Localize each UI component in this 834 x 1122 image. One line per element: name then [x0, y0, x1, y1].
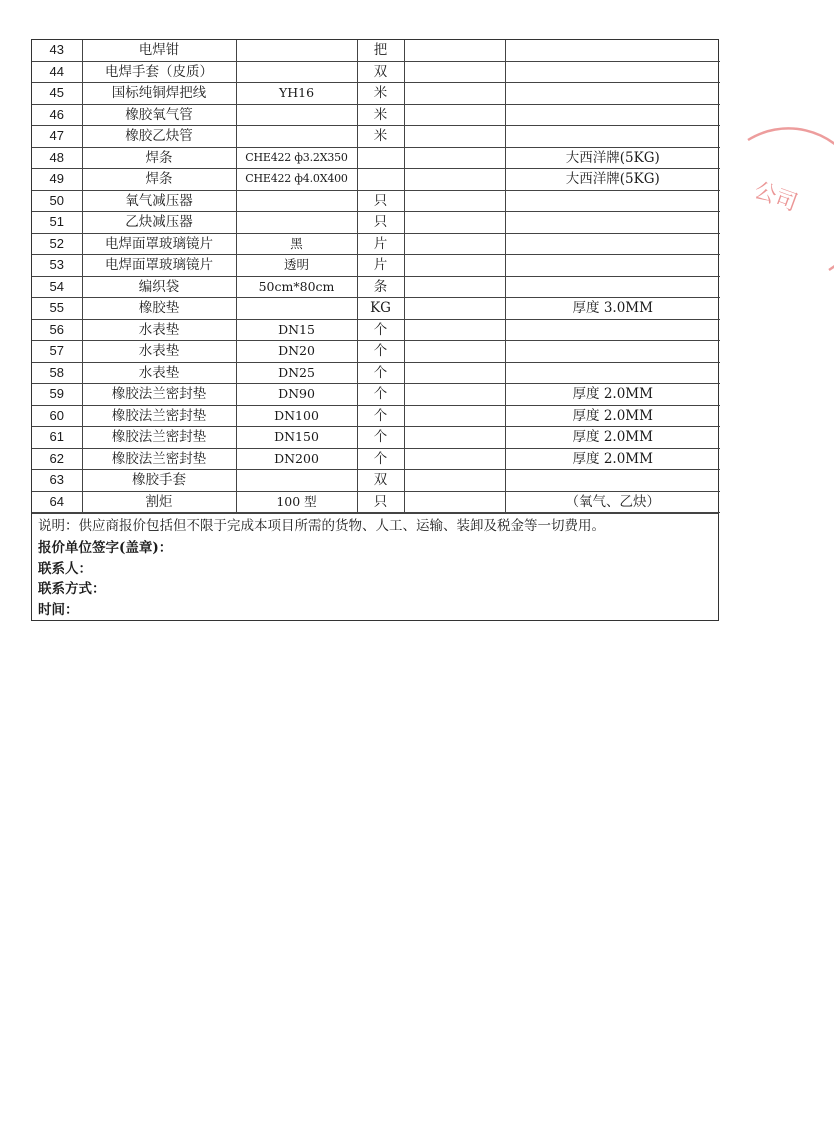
items-table	[32, 40, 720, 513]
table-row	[32, 83, 720, 105]
item-quantity	[404, 212, 505, 234]
table-row	[32, 61, 720, 83]
item-quantity	[404, 126, 505, 148]
item-name: 乙炔减压器	[82, 212, 236, 234]
row-number: 58	[32, 362, 82, 384]
item-name: 橡胶法兰密封垫	[82, 427, 236, 449]
item-remark	[505, 61, 720, 83]
row-number: 57	[32, 341, 82, 363]
item-remark	[505, 362, 720, 384]
row-number: 53	[32, 255, 82, 277]
item-spec: CHE422 ф3.2X350	[236, 147, 357, 169]
item-remark	[505, 255, 720, 277]
table-row	[32, 405, 720, 427]
item-remark	[505, 40, 720, 61]
item-remark: 厚度 2.0MM	[505, 427, 720, 449]
item-unit: 个	[357, 341, 404, 363]
row-number: 59	[32, 384, 82, 406]
item-quantity	[404, 341, 505, 363]
table-row	[32, 212, 720, 234]
item-unit: 个	[357, 384, 404, 406]
item-unit: 米	[357, 126, 404, 148]
item-spec: 50cm*80cm	[236, 276, 357, 298]
table-row	[32, 190, 720, 212]
item-quantity	[404, 470, 505, 492]
item-name: 电焊面罩玻璃镜片	[82, 255, 236, 277]
item-remark	[505, 83, 720, 105]
item-spec: YH16	[236, 83, 357, 105]
table-row	[32, 276, 720, 298]
contact-label: 联系人：	[38, 560, 92, 577]
item-unit: 个	[357, 448, 404, 470]
item-spec: DN90	[236, 384, 357, 406]
item-unit	[357, 147, 404, 169]
item-spec	[236, 126, 357, 148]
item-name: 水表垫	[82, 341, 236, 363]
item-remark	[505, 319, 720, 341]
table-row	[32, 104, 720, 126]
item-quantity	[404, 491, 505, 513]
item-quantity	[404, 276, 505, 298]
item-remark: 厚度 2.0MM	[505, 448, 720, 470]
item-unit: 把	[357, 40, 404, 61]
table-row	[32, 319, 720, 341]
item-spec: DN100	[236, 405, 357, 427]
item-spec: DN25	[236, 362, 357, 384]
item-unit: 个	[357, 405, 404, 427]
table-row	[32, 147, 720, 169]
item-quantity	[404, 319, 505, 341]
item-name: 水表垫	[82, 319, 236, 341]
row-number: 64	[32, 491, 82, 513]
row-number: 61	[32, 427, 82, 449]
footer-section	[32, 513, 718, 620]
company-seal-stamp	[744, 130, 834, 280]
item-remark	[505, 276, 720, 298]
item-quantity	[404, 169, 505, 191]
item-spec: DN200	[236, 448, 357, 470]
table-row	[32, 341, 720, 363]
item-quantity	[404, 104, 505, 126]
row-number: 50	[32, 190, 82, 212]
table-row	[32, 233, 720, 255]
table-row	[32, 169, 720, 191]
item-name: 电焊钳	[82, 40, 236, 61]
item-quantity	[404, 298, 505, 320]
item-quantity	[404, 83, 505, 105]
item-remark	[505, 104, 720, 126]
item-unit: 双	[357, 470, 404, 492]
row-number: 62	[32, 448, 82, 470]
item-remark: 厚度 3.0MM	[505, 298, 720, 320]
table-row	[32, 255, 720, 277]
item-name: 橡胶手套	[82, 470, 236, 492]
row-number: 56	[32, 319, 82, 341]
item-remark	[505, 126, 720, 148]
item-spec	[236, 104, 357, 126]
item-spec: 透明	[236, 255, 357, 277]
item-spec: CHE422 ф4.0X400	[236, 169, 357, 191]
table-row	[32, 427, 720, 449]
item-name: 编织袋	[82, 276, 236, 298]
item-quantity	[404, 384, 505, 406]
row-number: 60	[32, 405, 82, 427]
item-unit: 只	[357, 190, 404, 212]
row-number: 52	[32, 233, 82, 255]
item-name: 割炬	[82, 491, 236, 513]
item-name: 国标纯铜焊把线	[82, 83, 236, 105]
item-spec: DN20	[236, 341, 357, 363]
table-row	[32, 470, 720, 492]
item-name: 焊条	[82, 147, 236, 169]
item-remark	[505, 341, 720, 363]
row-number: 55	[32, 298, 82, 320]
item-spec	[236, 212, 357, 234]
stamp-label: 报价单位签字(盖章)：	[38, 540, 173, 556]
row-number: 63	[32, 470, 82, 492]
item-spec: DN15	[236, 319, 357, 341]
item-remark	[505, 190, 720, 212]
item-name: 橡胶法兰密封垫	[82, 448, 236, 470]
item-quantity	[404, 40, 505, 61]
table-row	[32, 298, 720, 320]
item-quantity	[404, 233, 505, 255]
item-spec: 黑	[236, 233, 357, 255]
table-row	[32, 126, 720, 148]
item-name: 橡胶氧气管	[82, 104, 236, 126]
items-table-body	[32, 40, 720, 513]
item-remark	[505, 233, 720, 255]
item-unit: 双	[357, 61, 404, 83]
item-name: 氧气减压器	[82, 190, 236, 212]
item-quantity	[404, 61, 505, 83]
row-number: 47	[32, 126, 82, 148]
item-unit	[357, 169, 404, 191]
row-number: 43	[32, 40, 82, 61]
item-quantity	[404, 190, 505, 212]
item-spec	[236, 298, 357, 320]
item-remark: 大西洋牌(5KG)	[505, 147, 720, 169]
table-row	[32, 40, 720, 61]
row-number: 46	[32, 104, 82, 126]
item-unit: 片	[357, 255, 404, 277]
item-name: 焊条	[82, 169, 236, 191]
item-spec: DN150	[236, 427, 357, 449]
item-quantity	[404, 255, 505, 277]
item-unit: 个	[357, 427, 404, 449]
item-unit: 个	[357, 362, 404, 384]
item-unit: 条	[357, 276, 404, 298]
item-spec	[236, 470, 357, 492]
item-unit: 只	[357, 212, 404, 234]
row-number: 51	[32, 212, 82, 234]
item-quantity	[404, 448, 505, 470]
row-number: 49	[32, 169, 82, 191]
table-row	[32, 362, 720, 384]
table-row	[32, 384, 720, 406]
item-remark: 大西洋牌(5KG)	[505, 169, 720, 191]
date-label: 时间：	[38, 601, 79, 618]
item-unit: 只	[357, 491, 404, 513]
item-unit: 米	[357, 83, 404, 105]
item-spec	[236, 61, 357, 83]
row-number: 54	[32, 276, 82, 298]
item-spec: 100 型	[236, 491, 357, 513]
item-remark: 厚度 2.0MM	[505, 384, 720, 406]
item-name: 水表垫	[82, 362, 236, 384]
item-unit: KG	[357, 298, 404, 320]
row-number: 48	[32, 147, 82, 169]
item-unit: 片	[357, 233, 404, 255]
seal-text: 公司	[750, 178, 801, 217]
item-remark	[505, 470, 720, 492]
item-name: 电焊手套（皮质）	[82, 61, 236, 83]
item-spec	[236, 190, 357, 212]
row-number: 44	[32, 61, 82, 83]
item-name: 橡胶法兰密封垫	[82, 405, 236, 427]
phone-label: 联系方式：	[38, 581, 106, 597]
item-name: 橡胶法兰密封垫	[82, 384, 236, 406]
item-unit: 个	[357, 319, 404, 341]
item-remark: 厚度 2.0MM	[505, 405, 720, 427]
row-number: 45	[32, 83, 82, 105]
item-name: 橡胶垫	[82, 298, 236, 320]
item-name: 电焊面罩玻璃镜片	[82, 233, 236, 255]
item-name: 橡胶乙炔管	[82, 126, 236, 148]
table-row	[32, 448, 720, 470]
item-quantity	[404, 405, 505, 427]
item-unit: 米	[357, 104, 404, 126]
quotation-sheet	[31, 39, 719, 621]
item-quantity	[404, 147, 505, 169]
item-quantity	[404, 362, 505, 384]
item-remark: （氧气、乙炔）	[505, 491, 720, 513]
item-quantity	[404, 427, 505, 449]
item-remark	[505, 212, 720, 234]
note-text: 说明：供应商报价包括但不限于完成本项目所需的货物、人工、运输、装卸及税金等一切费用。	[38, 518, 605, 534]
item-spec	[236, 40, 357, 61]
table-row	[32, 491, 720, 513]
